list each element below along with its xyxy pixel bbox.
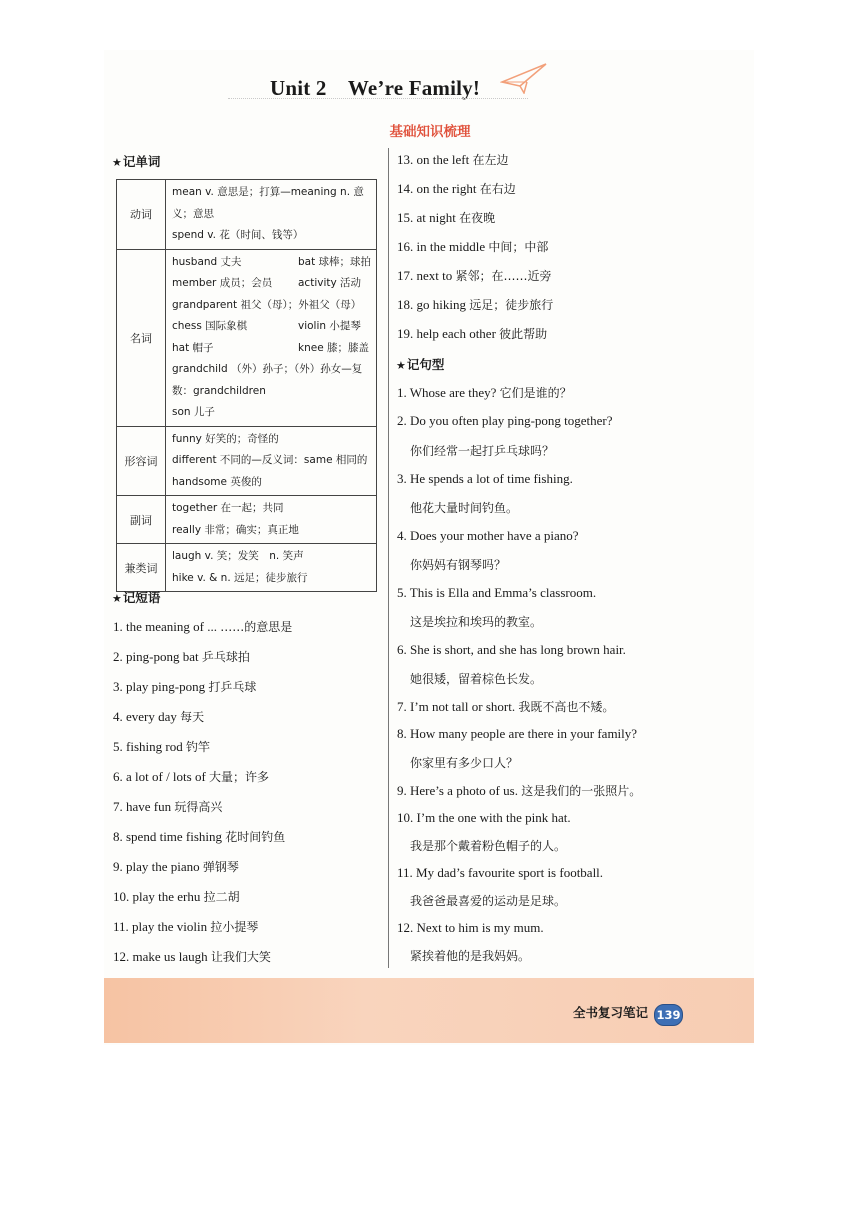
sentence-item: 4. Does your mother have a piano? (397, 528, 579, 543)
words-cell (166, 426, 377, 496)
sentence-item: 7. I’m not tall or short. 我既不高也不矮。 (397, 699, 615, 714)
word-line: handsome 英俊的 (172, 475, 262, 488)
phrase-item: 9. play the piano 弹钢琴 (113, 859, 239, 874)
word-line: grandparent 祖父（母）；外祖父（母） (172, 298, 362, 311)
sentence-translation: 她很矮，留着棕色长发。 (410, 672, 543, 686)
table-row (117, 544, 377, 592)
phrase-item: 2. ping-pong bat 乒乓球拍 (113, 649, 250, 664)
word-pair: hat 帽子 knee 膝；膝盖 (172, 341, 369, 354)
word-line: hike v. & n. 远足；徒步旅行 (172, 571, 308, 584)
phrase-item: 12. make us laugh 让我们大笑 (113, 949, 271, 964)
sentence-translation: 这是埃拉和埃玛的教室。 (410, 615, 543, 629)
phrase-item: 19. help each other 彼此帮助 (397, 326, 548, 341)
sentence-item: 11. My dad’s favourite sport is football. (397, 865, 604, 880)
vocab-heading: ★记单词 (112, 154, 161, 169)
sentence-item: 9. Here’s a photo of us. 这是我们的一张照片。 (397, 783, 642, 798)
phrase-item: 16. in the middle 中间；中部 (397, 239, 549, 254)
sentence-translation: 他花大量时间钓鱼。 (410, 501, 519, 515)
phrase-item: 4. every day 每天 (113, 709, 205, 724)
phrase-item: 1. the meaning of ... ……的意思是 (113, 619, 293, 634)
sentence-item: 2. Do you often play ping-pong together? (397, 413, 613, 428)
category-cell: 形容词 (117, 426, 166, 496)
phrase-item: 8. spend time fishing 花时间钓鱼 (113, 829, 286, 844)
phrase-item: 7. have fun 玩得高兴 (113, 799, 223, 814)
sentence-item: 6. She is short, and she has long brown hair. (397, 642, 626, 657)
phrase-item: 18. go hiking 远足；徒步旅行 (397, 297, 554, 312)
star-icon: ★ (396, 359, 406, 372)
words-cell (166, 180, 377, 250)
sentence-item: 12. Next to him is my mum. (397, 920, 544, 935)
footer-label: 全书复习笔记 (573, 1005, 649, 1020)
words-cell (166, 544, 377, 592)
sentence-item: 8. How many people are there in your family? (397, 726, 638, 741)
word-line: funny 好笑的；奇怪的 (172, 432, 279, 445)
phrase-item: 3. play ping-pong 打乒乓球 (113, 679, 257, 694)
sentence-item: 10. I’m the one with the pink hat. (397, 810, 571, 825)
sentence-translation: 我是那个戴着粉色帽子的人。 (410, 839, 567, 853)
phrase-item: 11. play the violin 拉小提琴 (113, 919, 259, 934)
table-row (117, 426, 377, 496)
word-pair: chess 国际象棋 violin 小提琴 (172, 320, 361, 332)
phrase-item: 17. next to 紧邻；在……近旁 (397, 268, 552, 283)
category-cell: 动词 (117, 180, 166, 250)
title-dotted-rule (228, 98, 528, 99)
word-line: laugh v. 笑；发笑 n. 笑声 (172, 550, 304, 562)
star-icon: ★ (112, 592, 122, 605)
star-icon: ★ (112, 156, 122, 169)
sentence-item: 5. This is Ella and Emma’s classroom. (397, 585, 597, 600)
word-line: different 不同的—反义词：same 相同的 (172, 454, 368, 466)
sentence-translation: 你家里有多少口人？ (410, 756, 519, 770)
unit-title: Unit 2 We’re Family! (270, 76, 481, 100)
phrase-item: 5. fishing rod 钓竿 (113, 739, 210, 754)
phrase-item: 10. play the erhu 拉二胡 (113, 889, 240, 904)
vocab-table (116, 179, 377, 592)
table-row (117, 496, 377, 544)
sentence-translation: 你们经常一起打乒乓球吗？ (410, 444, 555, 458)
sentence-translation: 紧挨着他的是我妈妈。 (410, 949, 531, 963)
sentence-item: 3. He spends a lot of time fishing. (397, 471, 573, 486)
word-line: grandchild （外）孙子；（外）孙女—复 (172, 363, 363, 375)
words-cell (166, 496, 377, 544)
section-subtitle: 基础知识梳理 (389, 124, 471, 140)
phrase-item: 15. at night 在夜晚 (397, 210, 496, 225)
phrases-heading: ★记短语 (112, 590, 161, 605)
word-line: really 非常；确实；真正地 (172, 523, 299, 536)
category-cell: 副词 (117, 496, 166, 544)
word-line: 数：grandchildren (172, 384, 266, 397)
word-line: together 在一起；共同 (172, 502, 284, 514)
words-cell (166, 249, 377, 426)
word-line: son 儿子 (172, 406, 215, 418)
category-cell: 名词 (117, 249, 166, 426)
phrase-item: 14. on the right 在右边 (397, 181, 516, 196)
sentence-translation: 我爸爸最喜爱的运动是足球。 (410, 894, 567, 908)
sentence-item: 1. Whose are they? 它们是谁的？ (397, 385, 572, 400)
category-cell: 兼类词 (117, 544, 166, 592)
phrase-item: 13. on the left 在左边 (397, 152, 509, 167)
sentence-translation: 你妈妈有钢琴吗？ (410, 558, 507, 572)
column-divider (388, 148, 389, 968)
table-row (117, 180, 377, 250)
paper-plane-icon (500, 60, 548, 94)
word-line: 义；意思 (172, 207, 214, 220)
page-number-badge: 139 (654, 1004, 683, 1026)
phrase-item: 6. a lot of / lots of 大量；许多 (113, 769, 270, 784)
word-line: mean v. 意思是；打算—meaning n. 意 (172, 186, 364, 198)
word-pair: member 成员；会员 activity 活动 (172, 277, 362, 289)
sentences-heading: ★记句型 (396, 357, 445, 372)
word-line: spend v. 花（时间、钱等） (172, 229, 304, 241)
table-row (117, 249, 377, 426)
word-pair: husband 丈夫 bat 球棒；球拍 (172, 255, 372, 268)
